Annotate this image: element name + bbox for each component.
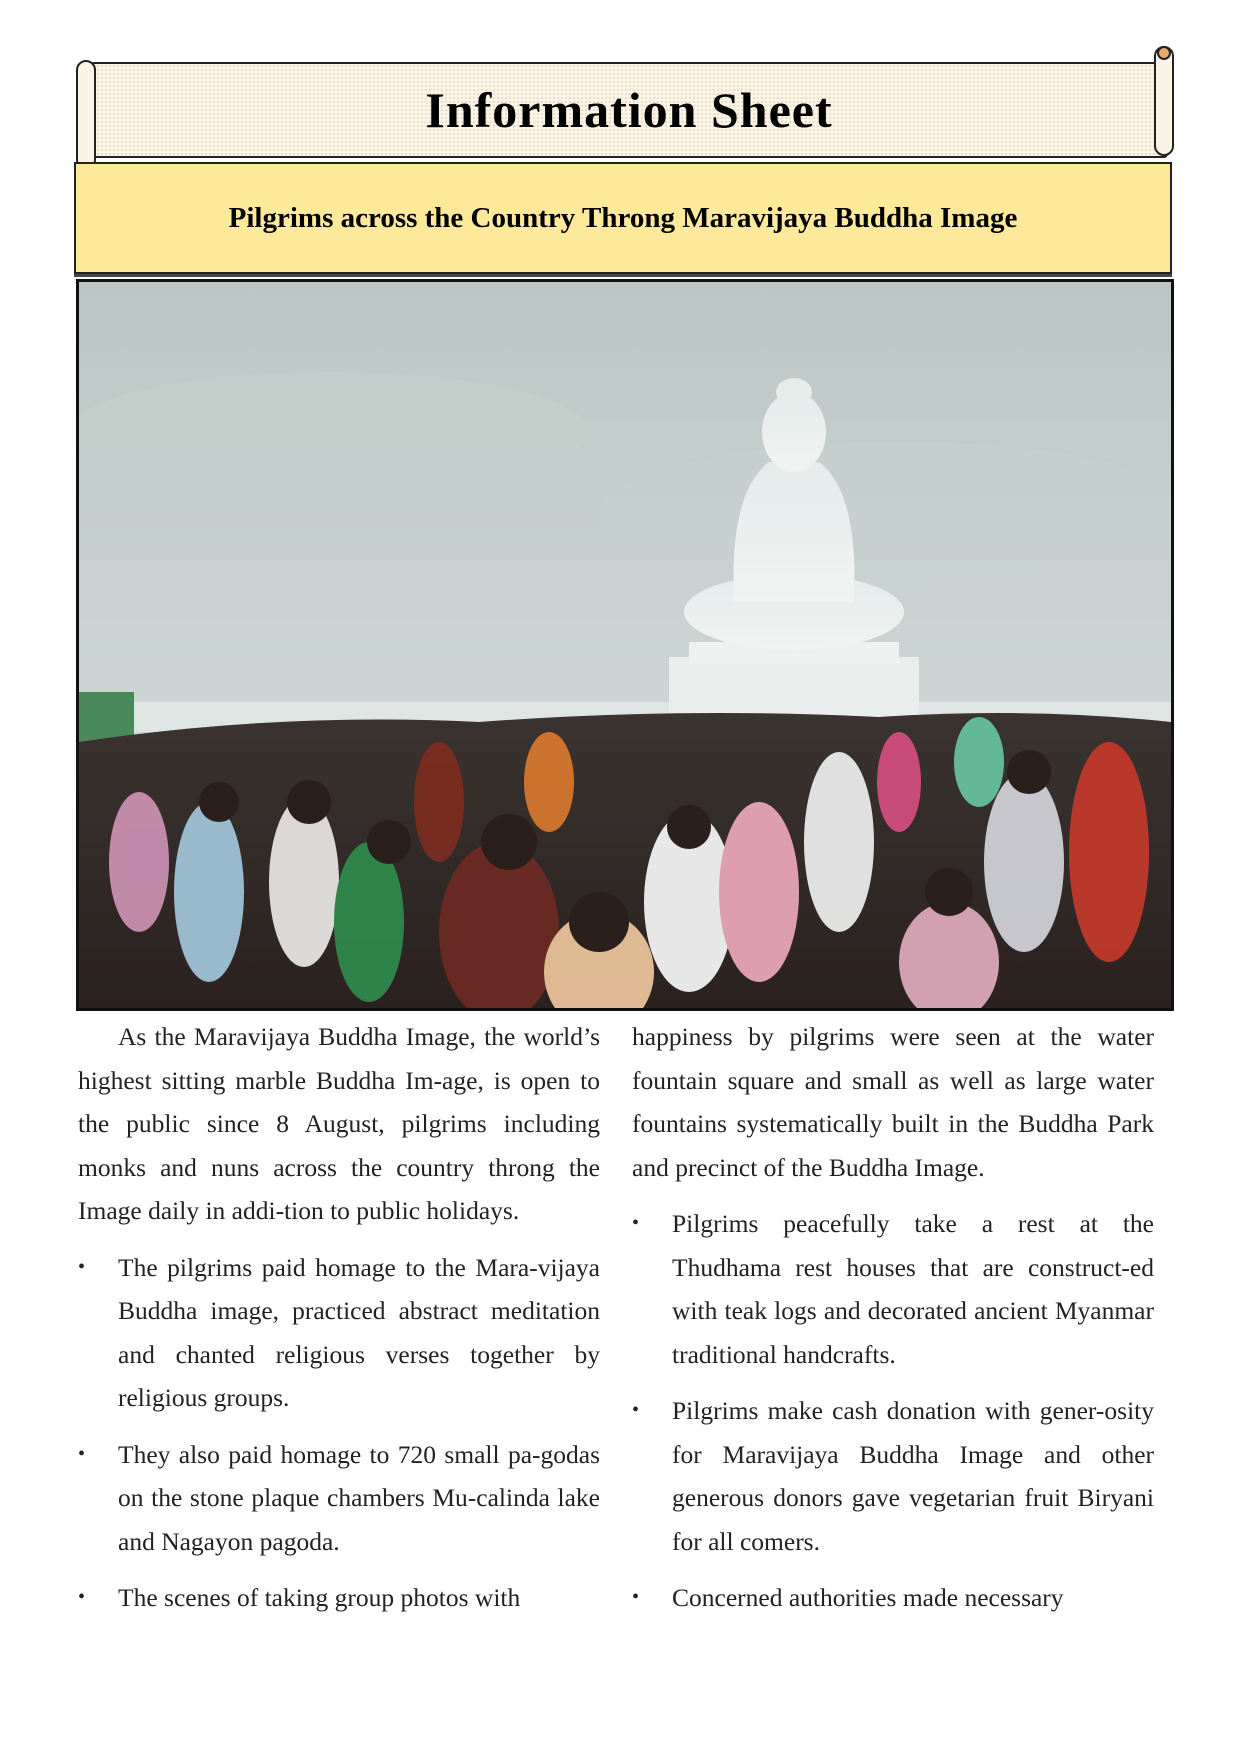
page-subtitle: Pilgrims across the Country Throng Maravijaya Buddha Image [228,201,1018,234]
list-item-text: The scenes of taking group photos with [118,1583,521,1612]
bullet-icon: • [632,1586,640,1608]
title-banner [76,60,1174,162]
intro-paragraph: As the Maravijaya Buddha Image, the world’s highest sitting marble Buddha Im-age, is open to the public since 8 August, pilgrims including monks and nuns across the country throng the Image daily in addi-tion to public holidays. [78,1022,600,1225]
list-item [632,1202,1154,1376]
list-item [78,1246,600,1420]
list-item-text: Concerned authorities made necessary [672,1583,1064,1612]
list-item [632,1389,1154,1563]
right-bullet-list [632,1202,1154,1620]
page-title: Information Sheet [425,82,833,138]
list-item [78,1433,600,1564]
list-item [78,1576,600,1620]
left-column [78,1015,600,1620]
main-photo [76,279,1174,1011]
photo-buddha-statue-crowd [79,282,1171,1008]
list-item [632,1576,1154,1620]
continuation-paragraph: happiness by pilgrims were seen at the water fountain square and small as well as large water fountains systematically built in the Buddha Park and precinct of the Buddha Image. [632,1022,1154,1182]
bullet-icon: • [632,1212,640,1234]
list-item-text: Pilgrims make cash donation with gener-osity for Maravijaya Buddha Image and other generous donors gave vegetarian fruit Biryani for all comers. [672,1396,1154,1556]
bullet-icon: • [78,1586,86,1608]
bullet-icon: • [78,1442,86,1465]
left-bullet-list [78,1246,600,1620]
right-column [632,1015,1154,1620]
banner-scroll-knob [1157,46,1171,60]
bullet-icon: • [632,1399,640,1421]
list-item-text: They also paid homage to 720 small pa-godas on the stone plaque chambers Mu-calinda lake and Nagayon pagoda. [118,1439,600,1556]
list-item-text: The pilgrims paid homage to the Mara-vijaya Buddha image, practiced abstract meditation and chanted religious verses together by religious groups. [118,1252,600,1412]
subtitle-box [74,162,1172,274]
bullet-icon: • [78,1255,86,1278]
list-item-text: Pilgrims peacefully take a rest at the Thudhama rest houses that are construct-ed with teak logs and decorated ancient Myanmar traditional handcrafts. [672,1209,1154,1369]
